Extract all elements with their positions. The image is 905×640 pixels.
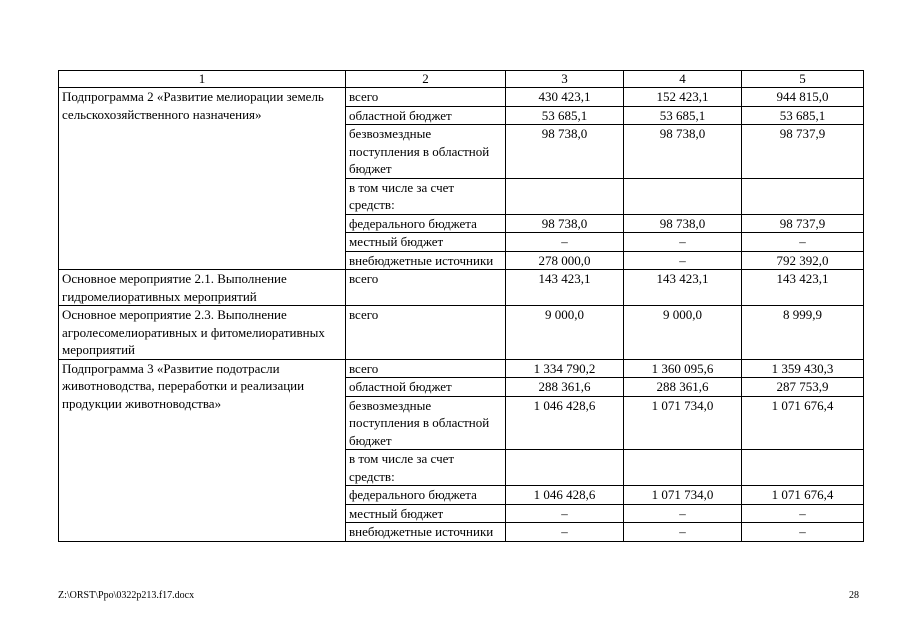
value-cell: 98 738,0: [624, 214, 742, 233]
value-cell: –: [624, 251, 742, 270]
value-cell: 98 738,0: [506, 214, 624, 233]
column-header: 2: [346, 71, 506, 88]
program-name: Подпрограмма 3 «Развитие подотрасли животноводства, переработки и реализации продукции животноводства»: [59, 359, 346, 541]
funding-source: местный бюджет: [346, 504, 506, 523]
value-cell: 53 685,1: [742, 106, 864, 125]
value-cell: 53 685,1: [506, 106, 624, 125]
value-cell: 278 000,0: [506, 251, 624, 270]
footer-file-path: Z:\ORST\Ppo\0322p213.f17.docx: [58, 590, 195, 601]
value-cell: 98 738,0: [624, 125, 742, 179]
table-row: [59, 270, 864, 306]
value-cell: 1 334 790,2: [506, 359, 624, 378]
value-cell: –: [742, 504, 864, 523]
funding-source: всего: [346, 270, 506, 306]
value-cell: –: [742, 523, 864, 542]
value-cell: –: [506, 233, 624, 252]
value-cell: 1 071 676,4: [742, 486, 864, 505]
column-header: 1: [59, 71, 346, 88]
value-cell: 98 738,0: [506, 125, 624, 179]
value-cell: 9 000,0: [506, 306, 624, 360]
value-cell: –: [624, 523, 742, 542]
value-cell: 143 423,1: [624, 270, 742, 306]
value-cell: [506, 450, 624, 486]
value-cell: –: [742, 233, 864, 252]
funding-source: внебюджетные источники: [346, 251, 506, 270]
funding-source: всего: [346, 88, 506, 107]
table-row: [59, 306, 864, 360]
funding-source: областной бюджет: [346, 106, 506, 125]
value-cell: 98 737,9: [742, 125, 864, 179]
funding-source: внебюджетные источники: [346, 523, 506, 542]
header-row: [59, 71, 864, 88]
value-cell: 1 071 734,0: [624, 486, 742, 505]
value-cell: 1 071 676,4: [742, 396, 864, 450]
funding-source: в том числе за счет средств:: [346, 178, 506, 214]
column-header: 5: [742, 71, 864, 88]
value-cell: 1 360 095,6: [624, 359, 742, 378]
value-cell: 53 685,1: [624, 106, 742, 125]
funding-source: безвозмездные поступления в областной бюджет: [346, 125, 506, 179]
funding-source: областной бюджет: [346, 378, 506, 397]
value-cell: 944 815,0: [742, 88, 864, 107]
value-cell: [742, 178, 864, 214]
value-cell: 1 046 428,6: [506, 486, 624, 505]
value-cell: 430 423,1: [506, 88, 624, 107]
value-cell: 143 423,1: [506, 270, 624, 306]
value-cell: [742, 450, 864, 486]
value-cell: 9 000,0: [624, 306, 742, 360]
funding-table: [58, 70, 864, 542]
value-cell: [506, 178, 624, 214]
value-cell: [624, 178, 742, 214]
table-row: [59, 359, 864, 378]
program-name: Основное мероприятие 2.1. Выполнение гидромелиоративных мероприятий: [59, 270, 346, 306]
value-cell: 1 071 734,0: [624, 396, 742, 450]
value-cell: 8 999,9: [742, 306, 864, 360]
value-cell: 288 361,6: [624, 378, 742, 397]
funding-source: федерального бюджета: [346, 214, 506, 233]
value-cell: 152 423,1: [624, 88, 742, 107]
program-name: Подпрограмма 2 «Развитие мелиорации земель сельскохозяйственного назначения»: [59, 88, 346, 270]
value-cell: 1 046 428,6: [506, 396, 624, 450]
value-cell: 287 753,9: [742, 378, 864, 397]
funding-source: в том числе за счет средств:: [346, 450, 506, 486]
value-cell: 288 361,6: [506, 378, 624, 397]
funding-source: всего: [346, 306, 506, 360]
table-row: [59, 88, 864, 107]
page-number: 28: [849, 590, 859, 601]
funding-source: безвозмездные поступления в областной бюджет: [346, 396, 506, 450]
value-cell: –: [624, 504, 742, 523]
funding-source: всего: [346, 359, 506, 378]
column-header: 4: [624, 71, 742, 88]
value-cell: 143 423,1: [742, 270, 864, 306]
value-cell: [624, 450, 742, 486]
funding-source: федерального бюджета: [346, 486, 506, 505]
value-cell: –: [506, 523, 624, 542]
value-cell: 792 392,0: [742, 251, 864, 270]
value-cell: –: [506, 504, 624, 523]
funding-source: местный бюджет: [346, 233, 506, 252]
program-name: Основное мероприятие 2.3. Выполнение агролесомелиоративных и фитомелиоративных мероприятий: [59, 306, 346, 360]
value-cell: 98 737,9: [742, 214, 864, 233]
value-cell: –: [624, 233, 742, 252]
column-header: 3: [506, 71, 624, 88]
value-cell: 1 359 430,3: [742, 359, 864, 378]
